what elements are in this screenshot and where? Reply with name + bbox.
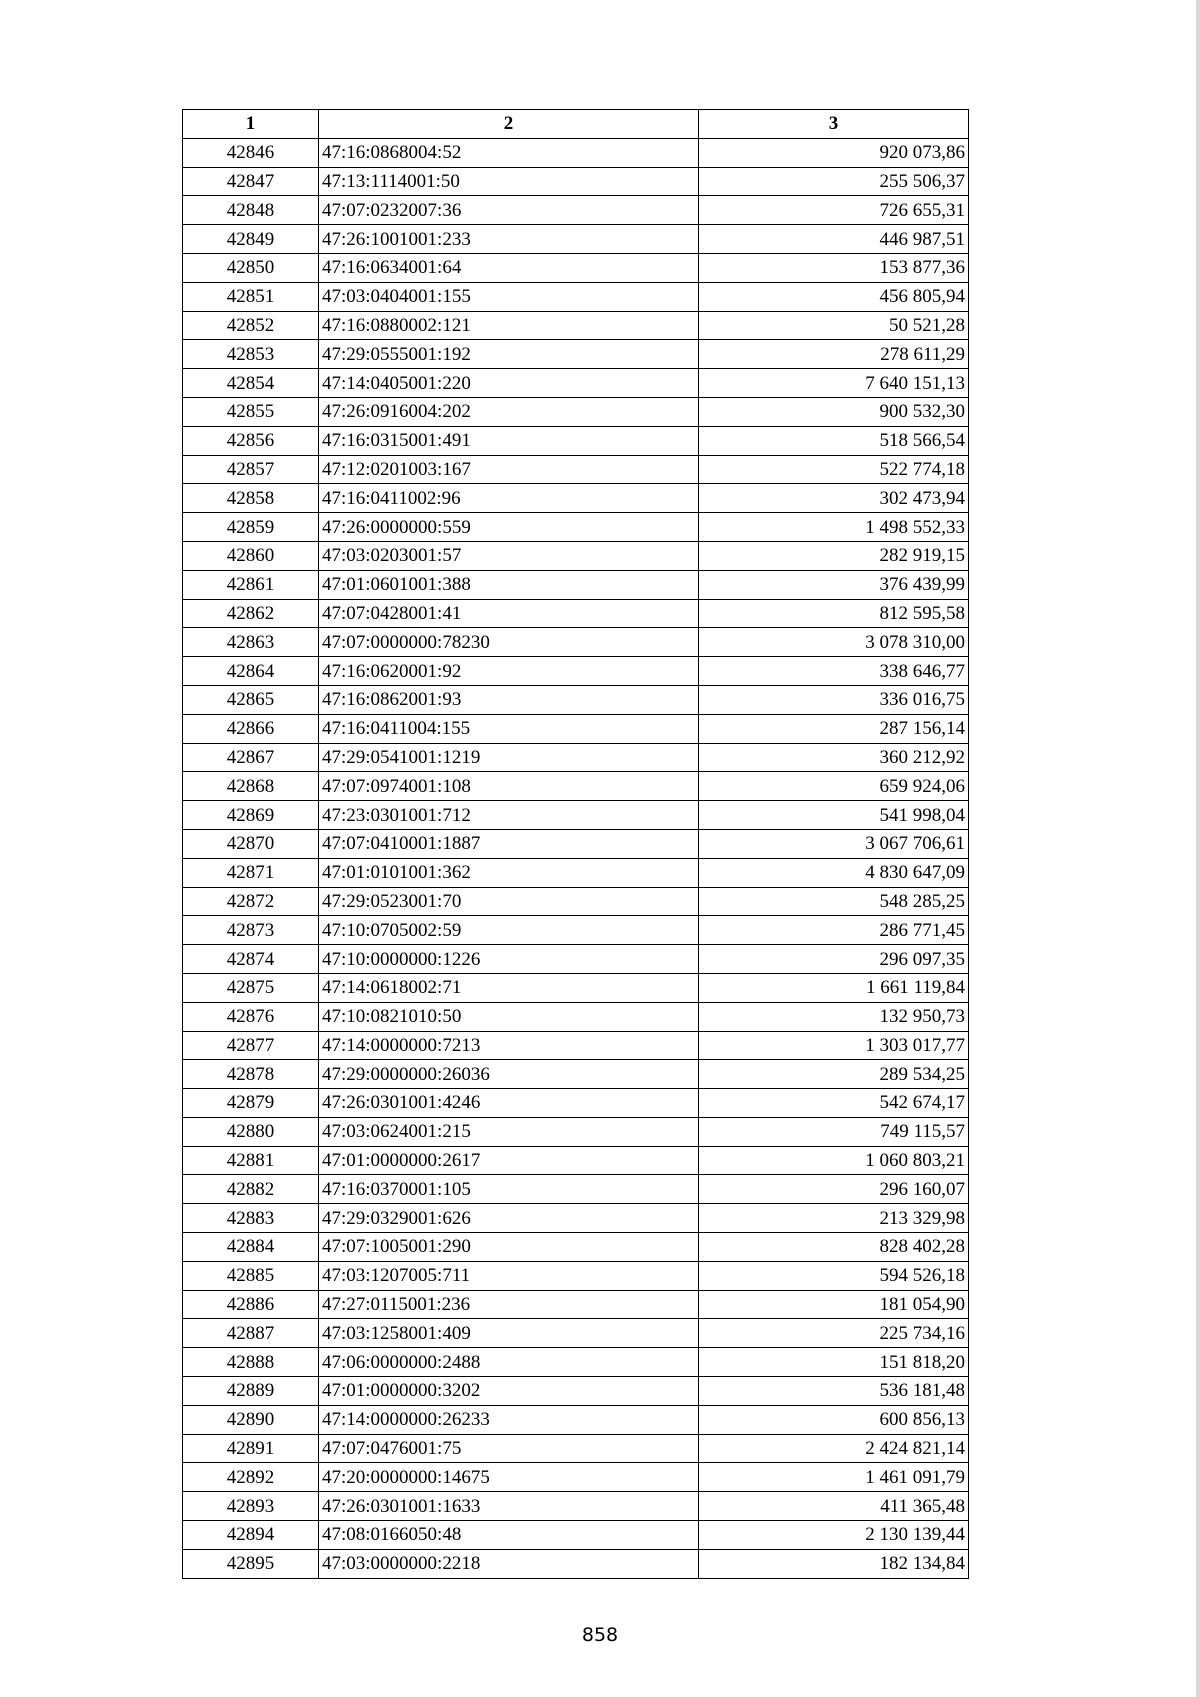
value-cell: 518 566,54 [699, 426, 969, 455]
table-row [183, 282, 969, 311]
value-cell: 2 130 139,44 [699, 1521, 969, 1550]
row-number-cell: 42883 [183, 1204, 319, 1233]
cadastral-number-cell: 47:07:0000000:78230 [319, 628, 699, 657]
cadastral-number-cell: 47:26:0000000:559 [319, 513, 699, 542]
value-cell: 456 805,94 [699, 282, 969, 311]
cadastral-number-cell: 47:14:0405001:220 [319, 369, 699, 398]
page-edge-shadow [1196, 0, 1200, 1697]
table-row [183, 1348, 969, 1377]
value-cell: 338 646,77 [699, 657, 969, 686]
row-number-cell: 42881 [183, 1146, 319, 1175]
row-number-cell: 42847 [183, 167, 319, 196]
table-row [183, 1434, 969, 1463]
table-row [183, 945, 969, 974]
table-row [183, 455, 969, 484]
row-number-cell: 42854 [183, 369, 319, 398]
value-cell: 659 924,06 [699, 772, 969, 801]
table-row [183, 772, 969, 801]
value-cell: 282 919,15 [699, 541, 969, 570]
row-number-cell: 42885 [183, 1261, 319, 1290]
row-number-cell: 42884 [183, 1233, 319, 1262]
row-number-cell: 42872 [183, 887, 319, 916]
row-number-cell: 42855 [183, 397, 319, 426]
cadastral-number-cell: 47:13:1114001:50 [319, 167, 699, 196]
table-row [183, 801, 969, 830]
value-cell: 287 156,14 [699, 714, 969, 743]
table-row [183, 253, 969, 282]
row-number-cell: 42877 [183, 1031, 319, 1060]
row-number-cell: 42861 [183, 570, 319, 599]
value-cell: 213 329,98 [699, 1204, 969, 1233]
table-row [183, 1492, 969, 1521]
cadastral-number-cell: 47:16:0370001:105 [319, 1175, 699, 1204]
table-row [183, 1060, 969, 1089]
cadastral-number-cell: 47:03:1207005:711 [319, 1261, 699, 1290]
row-number-cell: 42856 [183, 426, 319, 455]
row-number-cell: 42862 [183, 599, 319, 628]
table-row [183, 225, 969, 254]
value-cell: 920 073,86 [699, 138, 969, 167]
table-row [183, 541, 969, 570]
table-row [183, 1002, 969, 1031]
table-row [183, 599, 969, 628]
column-header-1: 1 [183, 110, 319, 139]
table-row [183, 311, 969, 340]
table-row [183, 167, 969, 196]
table-row [183, 916, 969, 945]
cadastral-number-cell: 47:10:0705002:59 [319, 916, 699, 945]
row-number-cell: 42864 [183, 657, 319, 686]
cadastral-number-cell: 47:26:1001001:233 [319, 225, 699, 254]
cadastral-number-cell: 47:01:0601001:388 [319, 570, 699, 599]
page-number: 858 [581, 1624, 619, 1646]
table-row [183, 426, 969, 455]
cadastral-number-cell: 47:10:0000000:1226 [319, 945, 699, 974]
cadastral-number-cell: 47:16:0411004:155 [319, 714, 699, 743]
value-cell: 2 424 821,14 [699, 1434, 969, 1463]
row-number-cell: 42850 [183, 253, 319, 282]
table-row [183, 1261, 969, 1290]
table-header [183, 110, 969, 139]
value-cell: 726 655,31 [699, 196, 969, 225]
row-number-cell: 42891 [183, 1434, 319, 1463]
value-cell: 278 611,29 [699, 340, 969, 369]
row-number-cell: 42871 [183, 858, 319, 887]
row-number-cell: 42851 [183, 282, 319, 311]
table-row [183, 138, 969, 167]
table-row [183, 1290, 969, 1319]
value-cell: 50 521,28 [699, 311, 969, 340]
table-row [183, 1405, 969, 1434]
cadastral-number-cell: 47:29:0555001:192 [319, 340, 699, 369]
value-cell: 536 181,48 [699, 1377, 969, 1406]
value-cell: 1 461 091,79 [699, 1463, 969, 1492]
cadastral-number-cell: 47:03:0203001:57 [319, 541, 699, 570]
cadastral-number-cell: 47:07:0974001:108 [319, 772, 699, 801]
value-cell: 360 212,92 [699, 743, 969, 772]
table-row [183, 513, 969, 542]
value-cell: 255 506,37 [699, 167, 969, 196]
row-number-cell: 42849 [183, 225, 319, 254]
row-number-cell: 42875 [183, 973, 319, 1002]
row-number-cell: 42860 [183, 541, 319, 570]
value-cell: 3 067 706,61 [699, 829, 969, 858]
row-number-cell: 42894 [183, 1521, 319, 1550]
value-cell: 900 532,30 [699, 397, 969, 426]
row-number-cell: 42882 [183, 1175, 319, 1204]
value-cell: 3 078 310,00 [699, 628, 969, 657]
cadastral-number-cell: 47:29:0329001:626 [319, 1204, 699, 1233]
row-number-cell: 42890 [183, 1405, 319, 1434]
value-cell: 151 818,20 [699, 1348, 969, 1377]
table-row [183, 1031, 969, 1060]
cadastral-number-cell: 47:16:0868004:52 [319, 138, 699, 167]
table-row [183, 570, 969, 599]
table-row [183, 1089, 969, 1118]
value-cell: 4 830 647,09 [699, 858, 969, 887]
value-cell: 289 534,25 [699, 1060, 969, 1089]
row-number-cell: 42865 [183, 685, 319, 714]
cadastral-number-cell: 47:29:0000000:26036 [319, 1060, 699, 1089]
row-number-cell: 42870 [183, 829, 319, 858]
cadastral-number-cell: 47:16:0315001:491 [319, 426, 699, 455]
table-row [183, 1146, 969, 1175]
row-number-cell: 42853 [183, 340, 319, 369]
cadastral-number-cell: 47:08:0166050:48 [319, 1521, 699, 1550]
table-row [183, 858, 969, 887]
header-row [183, 110, 969, 139]
table-row [183, 973, 969, 1002]
table-row [183, 1175, 969, 1204]
table-row [183, 685, 969, 714]
value-cell: 548 285,25 [699, 887, 969, 916]
cadastral-number-cell: 47:07:1005001:290 [319, 1233, 699, 1262]
row-number-cell: 42859 [183, 513, 319, 542]
value-cell: 376 439,99 [699, 570, 969, 599]
row-number-cell: 42893 [183, 1492, 319, 1521]
value-cell: 181 054,90 [699, 1290, 969, 1319]
value-cell: 812 595,58 [699, 599, 969, 628]
column-header-2: 2 [319, 110, 699, 139]
value-cell: 286 771,45 [699, 916, 969, 945]
table-row [183, 1233, 969, 1262]
value-cell: 749 115,57 [699, 1117, 969, 1146]
row-number-cell: 42858 [183, 484, 319, 513]
row-number-cell: 42876 [183, 1002, 319, 1031]
row-number-cell: 42895 [183, 1549, 319, 1578]
cadastral-number-cell: 47:03:0000000:2218 [319, 1549, 699, 1578]
cadastral-number-cell: 47:26:0916004:202 [319, 397, 699, 426]
cadastral-number-cell: 47:16:0880002:121 [319, 311, 699, 340]
cadastral-number-cell: 47:16:0620001:92 [319, 657, 699, 686]
row-number-cell: 42869 [183, 801, 319, 830]
table-row [183, 743, 969, 772]
table-row [183, 714, 969, 743]
cadastral-number-cell: 47:07:0410001:1887 [319, 829, 699, 858]
row-number-cell: 42888 [183, 1348, 319, 1377]
table-row [183, 887, 969, 916]
value-cell: 828 402,28 [699, 1233, 969, 1262]
cadastral-number-cell: 47:16:0411002:96 [319, 484, 699, 513]
value-cell: 296 160,07 [699, 1175, 969, 1204]
cadastral-number-cell: 47:03:0624001:215 [319, 1117, 699, 1146]
cadastral-number-cell: 47:12:0201003:167 [319, 455, 699, 484]
cadastral-number-cell: 47:07:0232007:36 [319, 196, 699, 225]
table-row [183, 340, 969, 369]
value-cell: 182 134,84 [699, 1549, 969, 1578]
table-row [183, 628, 969, 657]
row-number-cell: 42889 [183, 1377, 319, 1406]
cadastral-number-cell: 47:29:0541001:1219 [319, 743, 699, 772]
cadastral-number-cell: 47:16:0634001:64 [319, 253, 699, 282]
value-cell: 411 365,48 [699, 1492, 969, 1521]
cadastral-number-cell: 47:06:0000000:2488 [319, 1348, 699, 1377]
cadastral-number-cell: 47:14:0000000:26233 [319, 1405, 699, 1434]
value-cell: 594 526,18 [699, 1261, 969, 1290]
value-cell: 1 303 017,77 [699, 1031, 969, 1060]
row-number-cell: 42867 [183, 743, 319, 772]
cadastral-number-cell: 47:16:0862001:93 [319, 685, 699, 714]
table-row [183, 1463, 969, 1492]
table-row [183, 397, 969, 426]
cadastral-number-cell: 47:29:0523001:70 [319, 887, 699, 916]
row-number-cell: 42880 [183, 1117, 319, 1146]
row-number-cell: 42852 [183, 311, 319, 340]
value-cell: 542 674,17 [699, 1089, 969, 1118]
value-cell: 7 640 151,13 [699, 369, 969, 398]
value-cell: 132 950,73 [699, 1002, 969, 1031]
cadastral-number-cell: 47:10:0821010:50 [319, 1002, 699, 1031]
row-number-cell: 42846 [183, 138, 319, 167]
column-header-3: 3 [699, 110, 969, 139]
value-cell: 296 097,35 [699, 945, 969, 974]
cadastral-number-cell: 47:03:0404001:155 [319, 282, 699, 311]
table-row [183, 1377, 969, 1406]
value-cell: 600 856,13 [699, 1405, 969, 1434]
cadastral-number-cell: 47:07:0428001:41 [319, 599, 699, 628]
table-row [183, 1117, 969, 1146]
cadastral-number-cell: 47:23:0301001:712 [319, 801, 699, 830]
table-row [183, 829, 969, 858]
value-cell: 446 987,51 [699, 225, 969, 254]
value-cell: 522 774,18 [699, 455, 969, 484]
value-cell: 225 734,16 [699, 1319, 969, 1348]
row-number-cell: 42886 [183, 1290, 319, 1319]
value-cell: 1 661 119,84 [699, 973, 969, 1002]
cadastral-number-cell: 47:14:0000000:7213 [319, 1031, 699, 1060]
row-number-cell: 42848 [183, 196, 319, 225]
row-number-cell: 42868 [183, 772, 319, 801]
table-row [183, 196, 969, 225]
cadastral-number-cell: 47:26:0301001:1633 [319, 1492, 699, 1521]
cadastral-number-cell: 47:03:1258001:409 [319, 1319, 699, 1348]
value-cell: 336 016,75 [699, 685, 969, 714]
value-cell: 541 998,04 [699, 801, 969, 830]
value-cell: 302 473,94 [699, 484, 969, 513]
table-row [183, 1204, 969, 1233]
table-row [183, 369, 969, 398]
row-number-cell: 42863 [183, 628, 319, 657]
row-number-cell: 42857 [183, 455, 319, 484]
cadastral-number-cell: 47:01:0000000:3202 [319, 1377, 699, 1406]
cadastral-number-cell: 47:27:0115001:236 [319, 1290, 699, 1319]
row-number-cell: 42878 [183, 1060, 319, 1089]
table-row [183, 1549, 969, 1578]
table-row [183, 1521, 969, 1550]
row-number-cell: 42892 [183, 1463, 319, 1492]
row-number-cell: 42866 [183, 714, 319, 743]
row-number-cell: 42887 [183, 1319, 319, 1348]
cadastral-number-cell: 47:07:0476001:75 [319, 1434, 699, 1463]
row-number-cell: 42873 [183, 916, 319, 945]
cadastral-number-cell: 47:14:0618002:71 [319, 973, 699, 1002]
table-row [183, 1319, 969, 1348]
row-number-cell: 42874 [183, 945, 319, 974]
table-row [183, 657, 969, 686]
cadastral-number-cell: 47:01:0101001:362 [319, 858, 699, 887]
value-cell: 1 498 552,33 [699, 513, 969, 542]
row-number-cell: 42879 [183, 1089, 319, 1118]
cadastral-number-cell: 47:26:0301001:4246 [319, 1089, 699, 1118]
table-body [183, 138, 969, 1578]
value-cell: 153 877,36 [699, 253, 969, 282]
cadastral-number-cell: 47:20:0000000:14675 [319, 1463, 699, 1492]
data-table [182, 109, 969, 1579]
table-row [183, 484, 969, 513]
value-cell: 1 060 803,21 [699, 1146, 969, 1175]
cadastral-number-cell: 47:01:0000000:2617 [319, 1146, 699, 1175]
